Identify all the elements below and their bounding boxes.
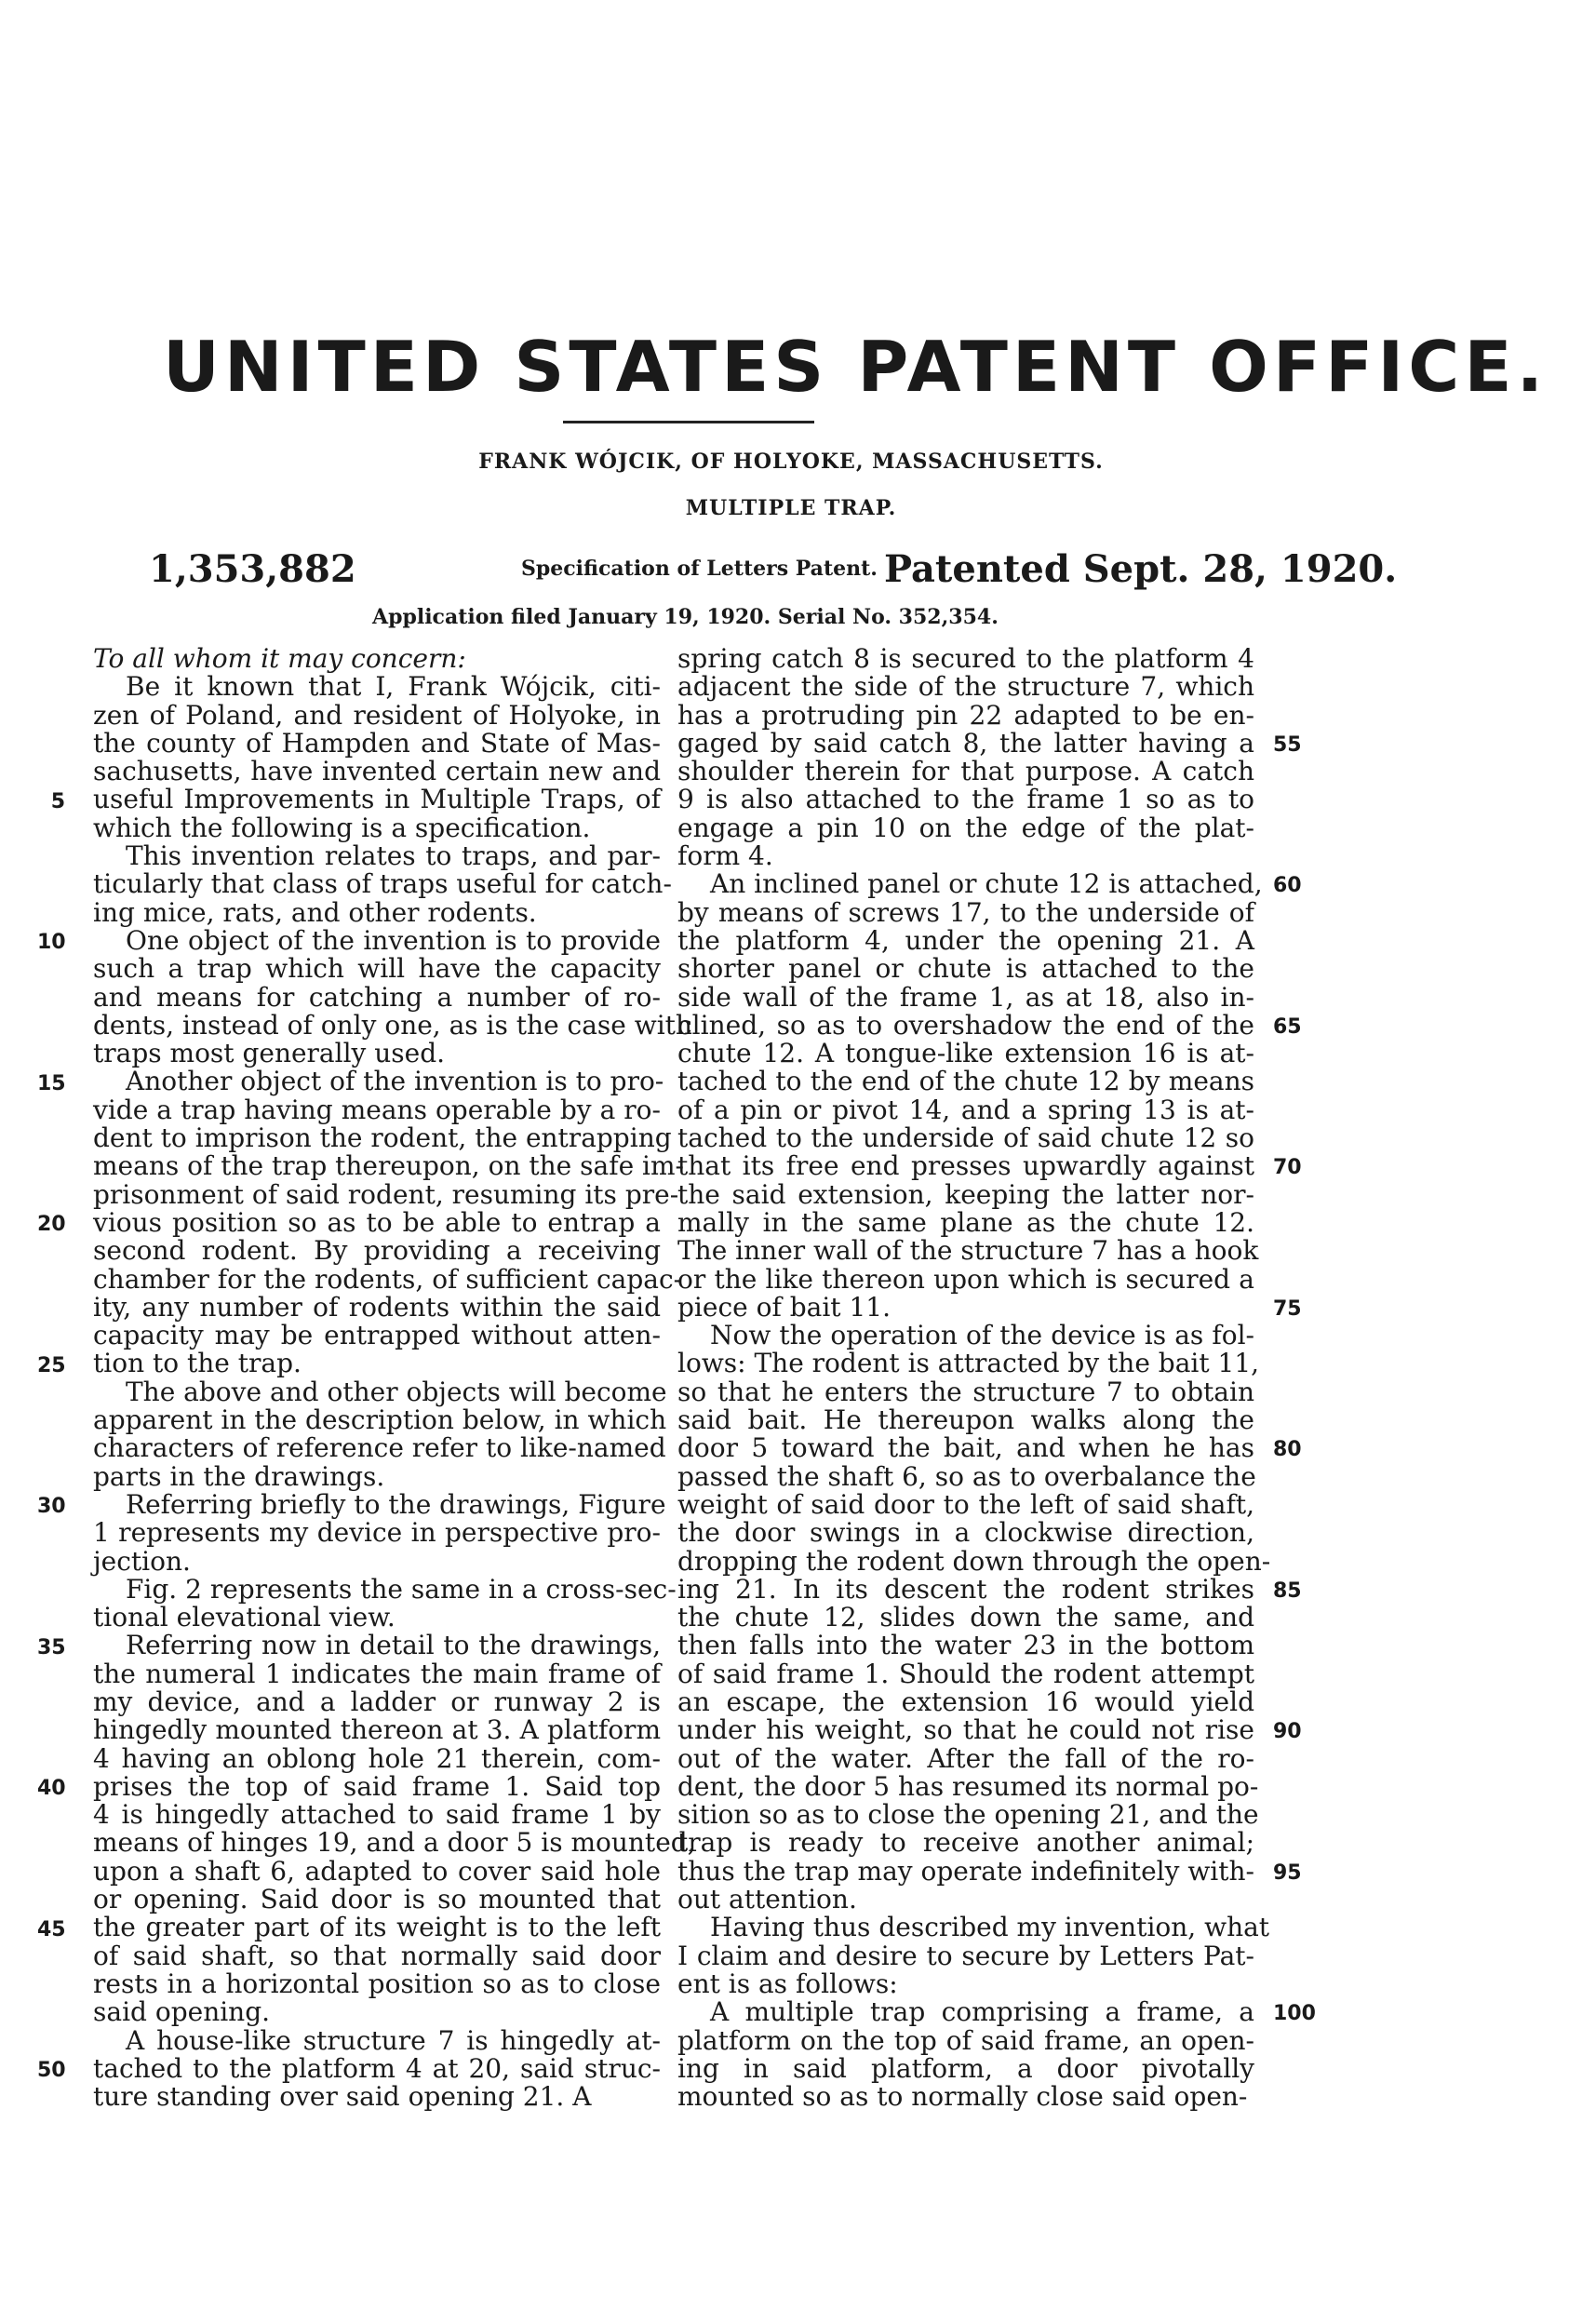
text-line: apparent in the description below, in which (93, 1404, 667, 1436)
text-line: dents, instead of only one, as is the case with (93, 1009, 692, 1041)
text-line: trap is ready to receive another animal; (677, 1827, 1254, 1859)
text-line: which the following is a specification. (93, 812, 591, 843)
text-line: means of hinges 19, and a door 5 is mounted, (93, 1827, 696, 1859)
line-number: 20 (37, 1213, 66, 1236)
text-line: so that he enters the structure 7 to obtain (677, 1376, 1254, 1407)
text-line: weight of said door to the left of said shaft, (677, 1488, 1254, 1520)
text-line: An inclined panel or chute 12 is attached, (710, 868, 1263, 900)
application-line: Application filed January 19, 1920. Serial No. 352,354. (372, 605, 999, 629)
patented-date: Patented Sept. 28, 1920. (884, 547, 1398, 591)
text-line: A multiple trap comprising a frame, a (710, 1996, 1254, 2028)
text-line: engage a pin 10 on the edge of the plat- (677, 812, 1254, 843)
text-line: the platform 4, under the opening 21. A (677, 924, 1254, 956)
text-line: ent is as follows: (677, 1968, 898, 1999)
text-line: zen of Poland, and resident of Holyoke, in (93, 699, 661, 731)
text-line: upon a shaft 6, adapted to cover said hole (93, 1855, 661, 1887)
office-title: UNITED STATES PATENT OFFICE. (163, 326, 1548, 408)
text-line: tached to the platform 4 at 20, said struc- (93, 2052, 661, 2084)
specification-label: Specification of Letters Patent. (521, 557, 878, 581)
text-line: tional elevational view. (93, 1602, 396, 1633)
text-line: thus the trap may operate indefinitely with- (677, 1855, 1254, 1887)
text-line: Be it known that I, Frank Wójcik, citi- (126, 671, 661, 703)
text-line: second rodent. By providing a receiving (93, 1235, 661, 1267)
text-line: Referring now in detail to the drawings, (126, 1630, 661, 1661)
patent-number: 1,353,882 (149, 547, 356, 591)
text-line: dropping the rodent down through the open- (677, 1545, 1271, 1577)
line-number: 70 (1273, 1156, 1302, 1180)
text-line: spring catch 8 is secured to the platform 4 (677, 643, 1254, 674)
text-line: Referring briefly to the drawings, Figure (126, 1488, 666, 1520)
text-line: dent, the door 5 has resumed its normal po- (677, 1770, 1259, 1802)
text-line: that its free end presses upwardly against (677, 1150, 1254, 1182)
line-number: 65 (1273, 1014, 1302, 1039)
text-line: tached to the end of the chute 12 by means (677, 1066, 1254, 1097)
line-number: 40 (37, 1777, 66, 1800)
text-line: To all whom it may concern: (93, 643, 466, 674)
text-line: or the like thereon upon which is secured a (677, 1263, 1254, 1295)
text-line: 9 is also attached to the frame 1 so as to (677, 784, 1254, 815)
text-line: Fig. 2 represents the same in a cross-sec- (126, 1573, 677, 1605)
text-line: mounted so as to normally close said open- (677, 2081, 1248, 2113)
text-line: 4 is hingedly attached to said frame 1 by (93, 1799, 661, 1831)
text-line: ticularly that class of traps useful for catch- (93, 868, 672, 900)
text-line: under his weight, so that he could not rise (677, 1714, 1254, 1746)
line-number: 75 (1273, 1296, 1302, 1321)
right-column (677, 643, 1271, 2113)
text-line: by means of screws 17, to the underside of (677, 896, 1254, 928)
text-line: piece of bait 11. (677, 1291, 891, 1323)
line-number: 35 (37, 1635, 66, 1659)
text-line: lows: The rodent is attracted by the bait 11, (677, 1348, 1260, 1379)
text-line: One object of the invention is to provide (126, 924, 661, 956)
line-number: 30 (37, 1495, 66, 1518)
text-line: of a pin or pivot 14, and a spring 13 is at- (677, 1094, 1254, 1125)
inventor-line: FRANK WÓJCIK, OF HOLYOKE, MASSACHUSETTS. (478, 450, 1104, 474)
text-line: chamber for the rodents, of sufficient capac- (93, 1263, 683, 1295)
line-number: 5 (50, 789, 65, 813)
line-number: 50 (37, 2059, 66, 2082)
text-line: sition so as to close the opening 21, and the (677, 1799, 1259, 1831)
text-line: prisonment of said rodent, resuming its pre- (93, 1178, 679, 1210)
text-line: 4 having an oblong hole 21 therein, com- (93, 1742, 661, 1774)
text-line: ing in said platform, a door pivotally (677, 2052, 1254, 2084)
text-line: hingedly mounted thereon at 3. A platform (93, 1714, 661, 1746)
line-number: 45 (37, 1917, 66, 1941)
text-line: an escape, the extension 16 would yield (677, 1686, 1254, 1717)
text-line: the numeral 1 indicates the main frame of (93, 1658, 661, 1689)
text-line: platform on the top of said frame, an open- (677, 2024, 1254, 2056)
text-line: said opening. (93, 1996, 271, 2028)
text-line: rests in a horizontal position so as to close (93, 1968, 661, 1999)
text-line: adjacent the side of the structure 7, which (677, 671, 1254, 703)
text-line: or opening. Said door is so mounted that (93, 1884, 661, 1915)
line-number: 55 (1273, 732, 1302, 757)
invention-title: MULTIPLE TRAP. (685, 496, 897, 520)
text-line: dent to imprison the rodent, the entrapping (93, 1122, 672, 1154)
text-line: prises the top of said frame 1. Said top (93, 1770, 661, 1802)
text-line: form 4. (677, 840, 773, 872)
text-line: ity, any number of rodents within the said (93, 1291, 661, 1323)
text-line: side wall of the frame 1, as at 18, also in- (677, 981, 1254, 1013)
left-column (93, 643, 696, 2113)
text-line: shorter panel or chute is attached to the (677, 953, 1254, 985)
text-line: clined, so as to overshadow the end of the (677, 1009, 1254, 1041)
text-line: has a protruding pin 22 adapted to be en- (677, 699, 1254, 731)
text-line: ing mice, rats, and other rodents. (93, 896, 537, 928)
line-number: 100 (1273, 2002, 1316, 2026)
line-number: 60 (1273, 874, 1302, 898)
text-line: the greater part of its weight is to the left (93, 1912, 661, 1943)
text-line: The above and other objects will become (126, 1376, 667, 1407)
text-line: A house-like structure 7 is hingedly at- (126, 2024, 661, 2056)
text-line: tion to the trap. (93, 1348, 302, 1379)
text-line: traps most generally used. (93, 1038, 446, 1069)
text-line: door 5 toward the bait, and when he has (677, 1432, 1254, 1464)
text-line: Now the operation of the device is as fol- (710, 1320, 1254, 1351)
text-line: characters of reference refer to like-named (93, 1432, 666, 1464)
text-line: my device, and a ladder or runway 2 is (93, 1686, 661, 1717)
text-line: parts in the drawings. (93, 1460, 385, 1492)
text-line: out attention. (677, 1884, 857, 1915)
text-line: I claim and desire to secure by Letters Pat- (677, 1940, 1254, 1971)
line-number: 25 (37, 1353, 66, 1377)
text-line: shoulder therein for that purpose. A catch (677, 756, 1254, 787)
text-line: then falls into the water 23 in the bottom (677, 1630, 1254, 1661)
text-line: mally in the same plane as the chute 12. (677, 1206, 1254, 1238)
text-line: Another object of the invention is to pro- (126, 1066, 664, 1097)
text-line: ing 21. In its descent the rodent strikes (677, 1573, 1254, 1605)
text-line: such a trap which will have the capacity (93, 953, 661, 985)
text-line: sachusetts, have invented certain new and (93, 756, 661, 787)
line-number: 15 (37, 1071, 66, 1095)
text-line: chute 12. A tongue-like extension 16 is at- (677, 1038, 1254, 1069)
title-rule (563, 421, 814, 423)
text-line: 1 represents my device in perspective pro- (93, 1517, 661, 1549)
line-number: 80 (1273, 1438, 1302, 1462)
text-line: the chute 12, slides down the same, and (677, 1602, 1254, 1633)
text-line: tached to the underside of said chute 12 so (677, 1122, 1254, 1154)
text-line: Having thus described my invention, what (710, 1912, 1270, 1943)
text-line: ture standing over said opening 21. A (93, 2081, 592, 2113)
text-line: passed the shaft 6, so as to overbalance the (677, 1460, 1256, 1492)
text-line: jection. (93, 1545, 191, 1577)
line-number: 95 (1273, 1861, 1302, 1885)
text-line: The inner wall of the structure 7 has a hook (677, 1235, 1259, 1267)
line-number: 85 (1273, 1578, 1302, 1603)
line-number: 10 (37, 931, 66, 954)
text-line: said bait. He thereupon walks along the (677, 1404, 1254, 1436)
text-line: vious position so as to be able to entrap a (93, 1206, 661, 1238)
text-line: of said shaft, so that normally said door (93, 1940, 661, 1971)
line-number: 90 (1273, 1720, 1302, 1744)
text-line: gaged by said catch 8, the latter having a (677, 727, 1254, 759)
text-line: the door swings in a clockwise direction, (677, 1517, 1254, 1549)
text-line: of said frame 1. Should the rodent attempt (677, 1658, 1254, 1689)
text-line: the county of Hampden and State of Mas- (93, 727, 661, 759)
text-line: This invention relates to traps, and par- (126, 840, 661, 872)
text-line: the said extension, keeping the latter nor- (677, 1178, 1254, 1210)
text-line: means of the trap thereupon, on the safe im- (93, 1150, 685, 1182)
text-line: out of the water. After the fall of the ro- (677, 1742, 1254, 1774)
text-line: and means for catching a number of ro- (93, 981, 661, 1013)
text-line: capacity may be entrapped without atten- (93, 1320, 661, 1351)
text-line: useful Improvements in Multiple Traps, of (93, 784, 661, 815)
text-line: vide a trap having means operable by a ro- (93, 1094, 661, 1125)
